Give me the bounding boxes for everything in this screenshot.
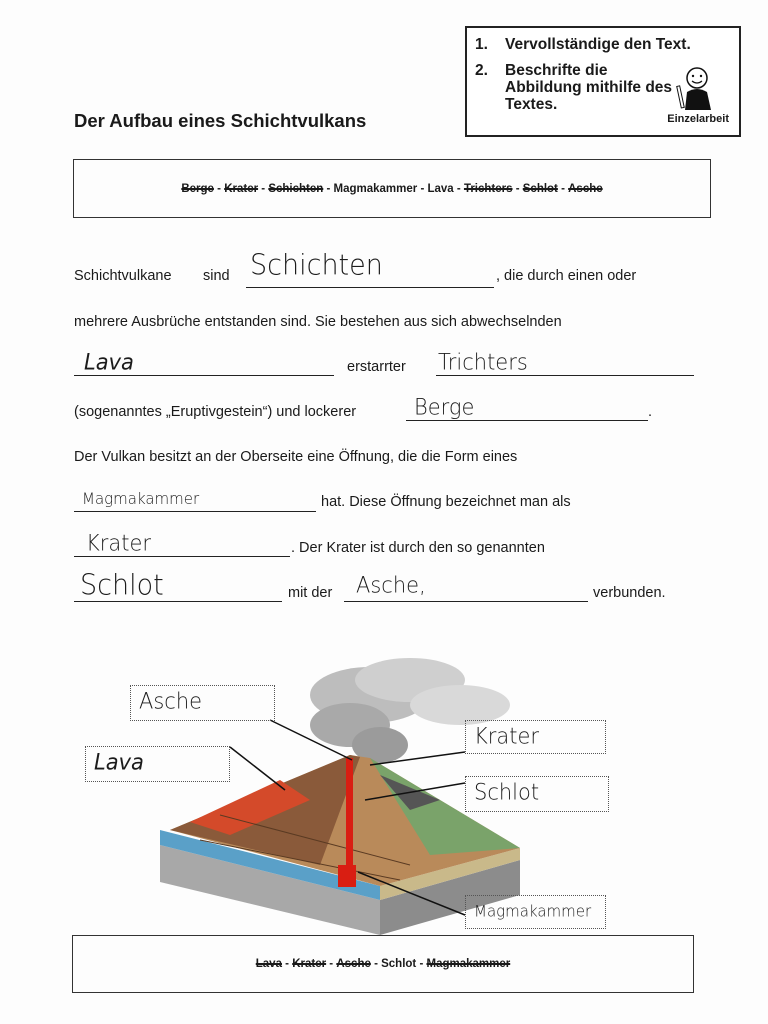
text-line-1-end: , die durch einen oder	[496, 268, 637, 284]
answer-blank-1[interactable]	[246, 287, 494, 288]
word-bank-item: Magmakammer	[333, 182, 418, 195]
label-box-schlot[interactable]	[465, 776, 609, 812]
answer-blank-4[interactable]	[406, 420, 648, 421]
word-bank-bottom: Lava - Krater - Asche - Schlot - Magmakammer	[72, 935, 694, 993]
handwritten-answer-4: Berge	[414, 394, 475, 420]
text-line-7: . Der Krater ist durch den so genannten	[291, 540, 545, 556]
word-bank-item: Lava	[427, 182, 454, 195]
text-line-3: erstarrter	[347, 359, 406, 375]
handwritten-answer-6: Krater	[86, 530, 152, 556]
label-magmakammer: Magmakammer	[474, 901, 592, 921]
label-schlot: Schlot	[474, 779, 540, 805]
word-bank-item: Krater	[292, 958, 327, 970]
word-bank-item: Trichters	[463, 182, 513, 195]
task-1-number: 1.	[475, 36, 488, 53]
answer-blank-3[interactable]	[436, 375, 694, 376]
label-asche: Asche	[139, 688, 203, 714]
word-bank-item: Schlot	[381, 958, 417, 970]
answer-blank-6[interactable]	[74, 556, 290, 557]
word-bank-item: Asche	[336, 958, 371, 970]
word-bank-item: Krater	[224, 182, 259, 195]
label-lava: Lava	[94, 749, 144, 775]
task-box	[465, 26, 741, 137]
label-box-magmakammer[interactable]	[465, 895, 606, 929]
answer-blank-2[interactable]	[74, 375, 334, 376]
word-bank-item: Lava	[255, 958, 282, 970]
label-krater: Krater	[474, 723, 540, 749]
text-line-4: (sogenanntes „Eruptivgestein“) und lockerer	[74, 404, 357, 420]
handwritten-answer-7: Schlot	[80, 569, 164, 602]
word-bank-item: Schichten	[268, 182, 324, 195]
page-title: Der Aufbau eines Schichtvulkans	[74, 110, 367, 131]
text-line-1-word: sind	[203, 268, 230, 284]
handwritten-answer-3: Trichters	[438, 349, 528, 375]
handwritten-answer-1: Schichten	[250, 249, 383, 282]
word-bank-item: Schlot	[522, 182, 558, 195]
text-line-8-end: verbunden.	[593, 585, 666, 601]
text-line-4-end: .	[648, 404, 653, 420]
task-2-text: Beschrifte die Abbildung mithilfe des Textes.	[505, 62, 673, 113]
text-line-5: Der Vulkan besitzt an der Oberseite eine Öffnung, die die Form eines	[74, 449, 518, 465]
person-writing-icon	[673, 66, 723, 112]
word-bank-item: Magmakammer	[426, 958, 511, 970]
text-line-1: Schichtvulkane	[74, 268, 172, 284]
label-box-krater[interactable]	[465, 720, 606, 754]
word-bank-item: Asche	[568, 182, 603, 195]
label-box-lava[interactable]	[85, 746, 230, 782]
label-box-asche[interactable]	[130, 685, 275, 721]
word-bank-top: Berge - Krater - Schichten - Magmakammer - Lava - Trichters - Schlot - Asche	[73, 159, 711, 218]
text-line-8: mit der	[288, 585, 333, 601]
text-line-2: mehrere Ausbrüche entstanden sind. Sie bestehen aus sich abwechselnden	[74, 314, 562, 330]
text-line-6: hat. Diese Öffnung bezeichnet man als	[321, 494, 571, 510]
handwritten-answer-5: Magmakammer	[82, 489, 200, 509]
individual-work-badge: Einzelarbeit	[667, 113, 729, 125]
handwritten-answer-8: Asche,	[356, 572, 426, 598]
handwritten-answer-2: Lava	[84, 349, 134, 375]
answer-blank-5[interactable]	[74, 511, 316, 512]
answer-blank-8[interactable]	[344, 601, 588, 602]
word-bank-item: Berge	[181, 182, 214, 195]
task-1-text: Vervollständige den Text.	[505, 36, 691, 53]
task-2-number: 2.	[475, 62, 488, 79]
